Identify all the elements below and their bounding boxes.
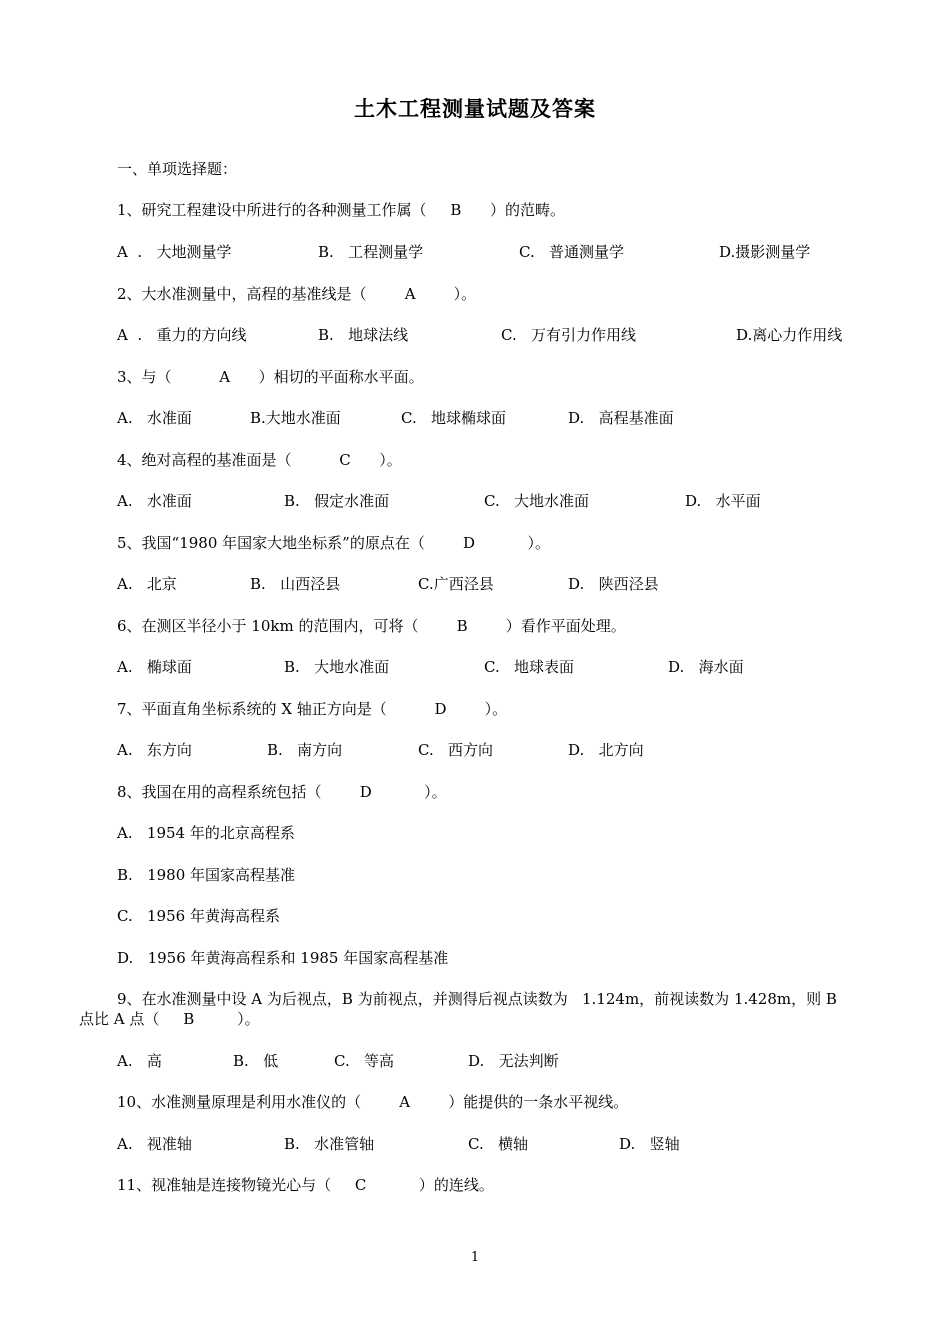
q2-option-a: A . 重力的方向线 <box>117 326 247 344</box>
q4-option-a: A. 水准面 <box>117 492 192 510</box>
q1-option-b: B. 工程测量学 <box>318 243 424 261</box>
q1-option-d: D.摄影测量学 <box>719 243 811 261</box>
q3-option-a: A. 水准面 <box>117 409 192 427</box>
q10-option-d: D. 竖轴 <box>619 1135 680 1153</box>
page-number: 1 <box>470 1250 480 1265</box>
q4-option-d: D. 水平面 <box>685 492 761 510</box>
q9-option-b: B. 低 <box>233 1052 279 1070</box>
q8-option-c: C. 1956 年黄海高程系 <box>117 907 280 925</box>
q5-option-b: B. 山西泾县 <box>250 575 341 593</box>
q4-option-c: C. 大地水准面 <box>484 492 590 510</box>
q6-option-d: D. 海水面 <box>668 658 744 676</box>
q10-option-b: B. 水准管轴 <box>284 1135 375 1153</box>
question-3: 3、与（ A ）相切的平面称水平面。 <box>117 368 424 386</box>
q9-option-c: C. 等高 <box>334 1052 395 1070</box>
q3-option-c: C. 地球椭球面 <box>401 409 507 427</box>
q1-option-a: A . 大地测量学 <box>117 243 232 261</box>
question-10: 10、水准测量原理是利用水准仪的（ A ）能提供的一条水平视线。 <box>117 1093 629 1111</box>
question-2: 2、大水准测量中，高程的基准线是（ A ）。 <box>117 285 477 303</box>
question-5: 5、我国“1980 年国家大地坐标系”的原点在（ D ）。 <box>117 534 550 552</box>
q7-option-d: D. 北方向 <box>568 741 644 759</box>
question-8: 8、我国在用的高程系统包括（ D ）。 <box>117 783 447 801</box>
q5-option-a: A. 北京 <box>117 575 177 593</box>
q9-option-d: D. 无法判断 <box>468 1052 559 1070</box>
q7-option-c: C. 西方向 <box>418 741 494 759</box>
question-4: 4、绝对高程的基准面是（ C ）。 <box>117 451 402 469</box>
question-11: 11、视准轴是连接物镜光心与（ C ）的连线。 <box>117 1176 494 1194</box>
question-9-line-1: 9、在水准测量中设 A 为后视点，B 为前视点，并测得后视点读数为 1.124m，前视读数为 1.428m，则 B <box>117 990 837 1008</box>
q3-option-b: B.大地水准面 <box>250 409 341 427</box>
q3-option-d: D. 高程基准面 <box>568 409 674 427</box>
q6-option-a: A. 椭球面 <box>117 658 192 676</box>
q2-option-b: B. 地球法线 <box>318 326 409 344</box>
question-1: 1、研究工程建设中所进行的各种测量工作属（ B ）的范畴。 <box>117 201 566 219</box>
q5-option-d: D. 陕西泾县 <box>568 575 659 593</box>
q9-option-a: A. 高 <box>117 1052 162 1070</box>
q5-option-c: C.广西泾县 <box>418 575 494 593</box>
q8-option-a: A. 1954 年的北京高程系 <box>117 824 295 842</box>
q1-option-c: C. 普通测量学 <box>519 243 625 261</box>
q10-option-c: C. 横轴 <box>468 1135 529 1153</box>
section-heading: 一、单项选择题： <box>117 160 238 178</box>
q8-option-b: B. 1980 年国家高程基准 <box>117 866 296 884</box>
q6-option-c: C. 地球表面 <box>484 658 575 676</box>
q7-option-b: B. 南方向 <box>267 741 343 759</box>
q2-option-c: C. 万有引力作用线 <box>501 326 637 344</box>
q8-option-d: D. 1956 年黄海高程系和 1985 年国家高程基准 <box>117 949 449 967</box>
question-9-line-2: 点比 A 点（ B ）。 <box>79 1010 260 1028</box>
q2-option-d: D.离心力作用线 <box>736 326 843 344</box>
q10-option-a: A. 视准轴 <box>117 1135 192 1153</box>
question-7: 7、平面直角坐标系统的 X 轴正方向是（ D ）。 <box>117 700 508 718</box>
q6-option-b: B. 大地水准面 <box>284 658 390 676</box>
q7-option-a: A. 东方向 <box>117 741 192 759</box>
document-title: 土木工程测量试题及答案 <box>354 97 596 121</box>
question-6: 6、在测区半径小于 10km 的范围内，可将（ B ）看作平面处理。 <box>117 617 626 635</box>
q4-option-b: B. 假定水准面 <box>284 492 390 510</box>
